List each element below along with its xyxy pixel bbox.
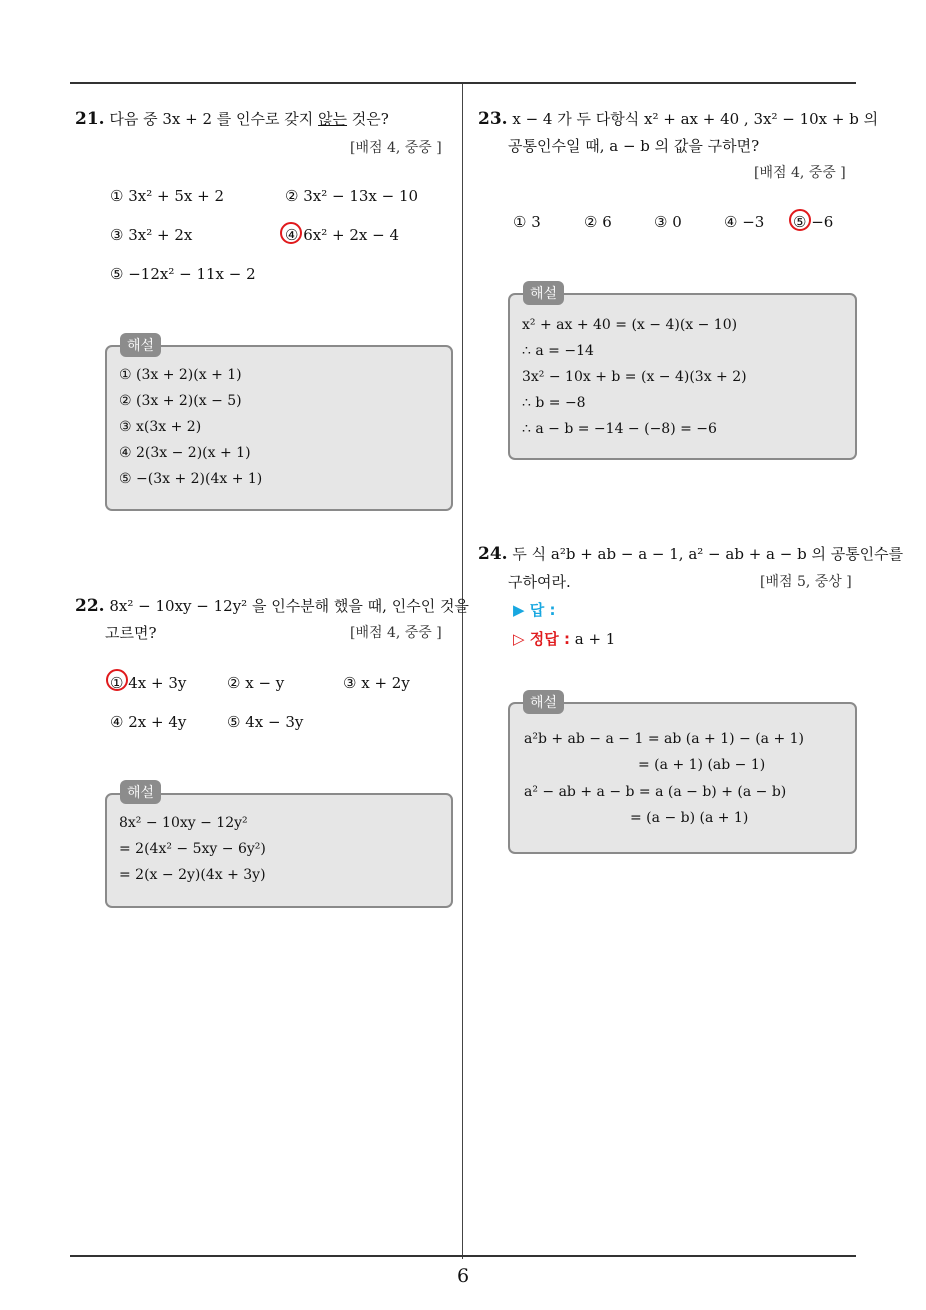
q21-choice-2[interactable]: ② 3x² − 13x − 10 xyxy=(285,187,419,205)
page-number: 6 xyxy=(456,1265,470,1287)
column-divider xyxy=(462,84,463,1259)
q22-solution-tab: 해설 xyxy=(120,780,161,804)
q21-choice-5[interactable]: ⑤ −12x² − 11x − 2 xyxy=(110,265,256,283)
q23-score: [배점 4, 중중 ] xyxy=(754,165,846,181)
q24-question xyxy=(478,543,903,564)
q23-solution-line: x² + ax + 40 = (x − 4)(x − 10) xyxy=(522,317,738,333)
q23-choice-5[interactable]: ⑤ −6 xyxy=(793,213,834,231)
q22-score: [배점 4, 중중 ] xyxy=(350,625,442,641)
q21-number: 21. xyxy=(75,109,105,129)
q23-solution-line: ∴ b = −8 xyxy=(522,395,586,411)
q23-choice-4[interactable]: ④ −3 xyxy=(724,213,765,231)
q22-choice-4[interactable]: ④ 2x + 4y xyxy=(110,713,187,731)
bottom-rule xyxy=(70,1255,856,1257)
q24-text-line1: 두 식 a²b + ab − a − 1, a² − ab + a − b 의 공통인수를 xyxy=(512,545,904,563)
q24-solution-box xyxy=(508,702,857,854)
q23-text-line2: 공통인수일 때, a − b 의 값을 구하면? xyxy=(508,137,760,155)
q22-solution-line: = 2(4x² − 5xy − 6y²) xyxy=(119,841,266,857)
q21-choice-1[interactable]: ① 3x² + 5x + 2 xyxy=(110,187,224,205)
q22-number: 22. xyxy=(75,596,105,616)
q21-choice-4[interactable]: ④ 6x² + 2x − 4 xyxy=(285,226,399,244)
q22-answer-mark xyxy=(106,669,128,691)
q21-text-before: 다음 중 3x + 2 를 인수로 갖지 xyxy=(109,110,319,128)
q21-answer-mark xyxy=(280,222,302,244)
q24-solution-line: = (a − b) (a + 1) xyxy=(630,810,749,826)
q21-solution-box xyxy=(105,345,453,511)
q21-choice-3[interactable]: ③ 3x² + 2x xyxy=(110,226,193,244)
q24-score: [배점 5, 중상 ] xyxy=(760,574,852,590)
q22-choice-2[interactable]: ② x − y xyxy=(227,674,285,692)
q21-score: [배점 4, 중중 ] xyxy=(350,140,442,156)
q21-solution-line: ③ x(3x + 2) xyxy=(119,419,202,435)
q24-answer-label: ▶ 답 : xyxy=(513,601,556,619)
q21-text-underlined: 않는 xyxy=(318,110,348,128)
q24-text-line2: 구하여라. xyxy=(508,573,571,591)
q23-choice-2[interactable]: ② 6 xyxy=(584,213,612,231)
q24-solution-line: a²b + ab − a − 1 = ab (a + 1) − (a + 1) xyxy=(524,731,805,747)
q23-solution-tab: 해설 xyxy=(523,281,564,305)
q21-solution-line: ④ 2(3x − 2)(x + 1) xyxy=(119,445,251,461)
q24-correct-label: ▷ 정답 : xyxy=(513,630,570,648)
q22-question xyxy=(75,595,469,616)
q21-text-after: 것은? xyxy=(347,110,389,128)
q23-text-line1: x − 4 가 두 다항식 x² + ax + 40 , 3x² − 10x + b 의 xyxy=(512,110,879,128)
q24-number: 24. xyxy=(478,544,508,564)
q22-choice-1[interactable]: ① 4x + 3y xyxy=(110,674,187,692)
q23-solution-line: ∴ a − b = −14 − (−8) = −6 xyxy=(522,421,717,437)
q21-question xyxy=(75,108,389,129)
q22-text-line1: 8x² − 10xy − 12y² 을 인수분해 했을 때, 인수인 것을 xyxy=(109,597,469,615)
q23-question xyxy=(478,108,878,129)
q23-number: 23. xyxy=(478,109,508,129)
q22-solution-line: 8x² − 10xy − 12y² xyxy=(119,815,248,831)
q21-solution-line: ② (3x + 2)(x − 5) xyxy=(119,393,242,409)
q22-solution-line: = 2(x − 2y)(4x + 3y) xyxy=(119,867,266,883)
q21-solution-line: ⑤ −(3x + 2)(4x + 1) xyxy=(119,471,263,487)
q22-choice-3[interactable]: ③ x + 2y xyxy=(343,674,410,692)
q23-answer-mark xyxy=(789,209,811,231)
q24-solution-tab: 해설 xyxy=(523,690,564,714)
q24-solution-line: = (a + 1) (ab − 1) xyxy=(638,757,766,773)
q23-solution-line: ∴ a = −14 xyxy=(522,343,594,359)
q21-solution-line: ① (3x + 2)(x + 1) xyxy=(119,367,242,383)
q22-choice-5[interactable]: ⑤ 4x − 3y xyxy=(227,713,304,731)
top-rule xyxy=(70,82,856,84)
q23-choice-3[interactable]: ③ 0 xyxy=(654,213,682,231)
q21-solution-tab: 해설 xyxy=(120,333,161,357)
q24-correct-value: a + 1 xyxy=(574,630,616,648)
q24-solution-line: a² − ab + a − b = a (a − b) + (a − b) xyxy=(524,784,787,800)
q23-choice-1[interactable]: ① 3 xyxy=(513,213,541,231)
q22-solution-box xyxy=(105,793,453,908)
q23-solution-line: 3x² − 10x + b = (x − 4)(3x + 2) xyxy=(522,369,747,385)
q24-correct-row xyxy=(513,628,615,649)
q22-text-line2: 고르면? xyxy=(105,624,157,642)
q23-solution-box xyxy=(508,293,857,460)
